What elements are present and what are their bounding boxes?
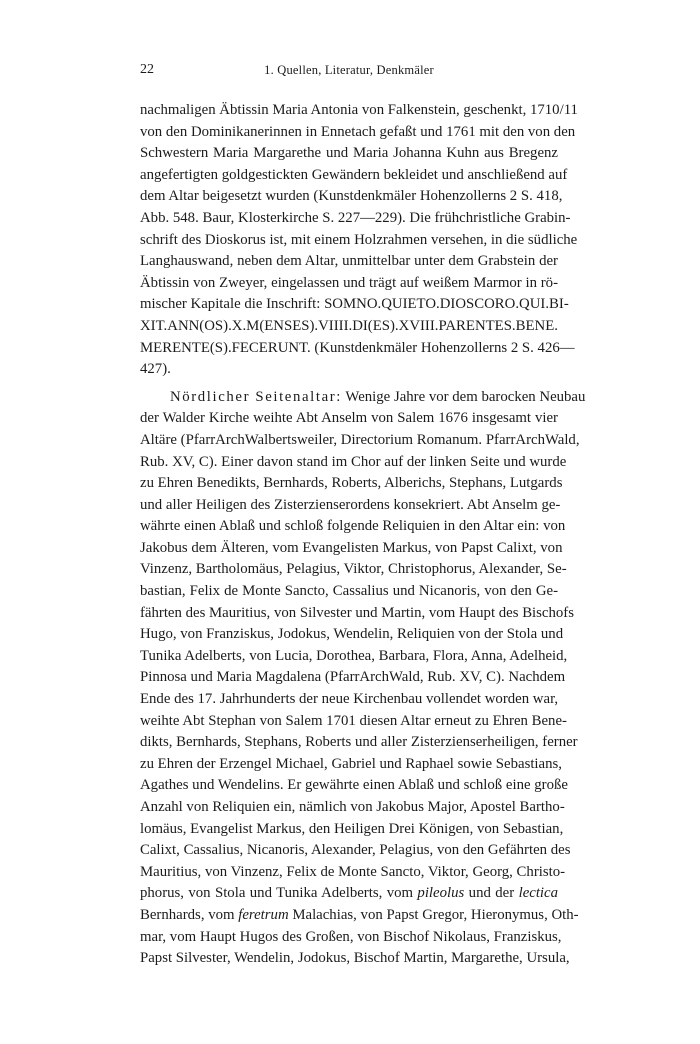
text-line: dikts, Bernhards, Stephans, Roberts und aller Zisterzienserheiligen, ferner (140, 734, 578, 751)
text-line: Abb. 548. Baur, Klosterkirche S. 227—229). Die frühchristliche Grabin- (140, 209, 571, 226)
text-line: Jakobus dem Älteren, vom Evangelisten Markus, von Papst Calixt, von (140, 539, 563, 556)
text-line: Agathes und Wendelins. Er gewährte einen Ablaß und schloß eine große (140, 777, 568, 794)
text-line: Tunika Adelberts, von Lucia, Dorothea, Barbara, Flora, Anna, Adelheid, (140, 647, 568, 664)
text-line: Ende des 17. Jahrhunderts der neue Kirchenbau vollendet worden war, (140, 691, 559, 708)
text-line: MERENTE(S).FECERUNT. (Kunstdenkmäler Hohenzollerns 2 S. 426— (140, 339, 575, 356)
page-number: 22 (140, 62, 154, 77)
body-text (140, 100, 586, 970)
text-line: Papst Silvester, Wendelin, Jodokus, Bischof Martin, Margarethe, Ursula, (140, 950, 570, 967)
paragraph-2 (140, 387, 586, 970)
text-line: Langhauswand, neben dem Altar, unmittelbar unter dem Grabstein der (140, 253, 558, 270)
text-line: mar, vom Haupt Hugos des Großen, von Bischof Nikolaus, Franziskus, (140, 928, 562, 945)
text-segment: und der (464, 885, 519, 902)
text-line: angefertigten goldgestickten Gewändern bekleidet und anschließend auf (140, 166, 568, 183)
text-line (140, 883, 558, 905)
text-line: weihte Abt Stephan von Salem 1701 diesen Altar erneut zu Ehren Bene- (140, 712, 567, 729)
text-line: schrift des Dioskorus ist, mit einem Holzrahmen versehen, in die südliche (140, 231, 578, 248)
italic-term-lectica: lectica (518, 885, 559, 902)
text-line (140, 387, 586, 409)
text-line: Altäre (PfarrArchWalbertsweiler, Directorium Romanum. PfarrArchWald, (140, 431, 580, 448)
italic-term-feretrum: feretrum (238, 906, 289, 923)
text-line: 427). (140, 361, 171, 378)
text-line: Hugo, von Franziskus, Jodokus, Wendelin, Reliquien von der Stola und (140, 626, 564, 643)
text-line: und aller Heiligen des Zisterzienserordens konsekriert. Abt Anselm ge- (140, 496, 561, 513)
text-line: nachmaligen Äbtissin Maria Antonia von Falkenstein, geschenkt, 1710/11 (140, 102, 578, 118)
text-segment: phorus, von Stola und Tunika Adelberts, vom (140, 885, 418, 902)
text-segment: Bernhards, vom (140, 906, 239, 923)
text-line: Äbtissin von Zweyer, eingelassen und trägt auf weißem Marmor in rö- (140, 274, 558, 291)
text-line: dem Altar beigesetzt wurden (Kunstdenkmäler Hohenzollerns 2 S. 418, (140, 188, 563, 205)
page-header (140, 62, 558, 82)
text-line: mischer Kapitale die Inschrift: SOMNO.QUIETO.DIOSCORO.QUI.BI- (140, 296, 569, 313)
text-line: fährten des Mauritius, von Silvester und Martin, vom Haupt des Bischofs (140, 604, 574, 621)
text-line: der Walder Kirche weihte Abt Anselm von Salem 1676 insgesamt vier (140, 410, 558, 427)
text-line: bastian, Felix de Monte Sancto, Cassalius und Nicanoris, von den Ge- (140, 583, 558, 600)
text-line: Pinnosa und Maria Magdalena (PfarrArchWald, Rub. XV, C). Nachdem (140, 669, 566, 686)
text-line (140, 905, 579, 927)
text-line: Vinzenz, Bartholomäus, Pelagius, Viktor, Christophorus, Alexander, Se- (140, 561, 567, 578)
text-line: Anzahl von Reliquien ein, nämlich von Jakobus Major, Apostel Bartho- (140, 799, 565, 815)
text-segment: Malachias, von Papst Gregor, Hieronymus, Oth- (288, 906, 579, 923)
paragraph-1 (140, 100, 578, 381)
section-heading: Nördlicher Seitenaltar: (170, 388, 342, 405)
running-head: 1. Quellen, Literatur, Denkmäler (264, 63, 434, 77)
text-line: Calixt, Cassalius, Nicanoris, Alexander, Pelagius, von den Gefährten des (140, 842, 571, 859)
text-line: XIT.ANN(OS).X.M(ENSES).VIIII.DI(ES).XVIII.PARENTES.BENE. (140, 317, 558, 334)
text-line: zu Ehren Benedikts, Bernhards, Roberts, Alberichs, Stephans, Lutgards (140, 475, 563, 492)
text-line: Schwestern Maria Margarethe und Maria Johanna Kuhn aus Bregenz (140, 145, 558, 162)
text-line: lomäus, Evangelist Markus, den Heiligen Drei Königen, von Sebastian, (140, 820, 564, 837)
italic-term-pileolus: pileolus (417, 885, 465, 902)
text-line: Mauritius, von Vinzenz, Felix de Monte Sancto, Viktor, Georg, Christo- (140, 863, 566, 880)
text-line: Rub. XV, C). Einer davon stand im Chor auf der linken Seite und wurde (140, 453, 567, 470)
heading-continuation: Wenige Jahre vor dem barocken Neubau (345, 388, 586, 405)
text-line: von den Dominikanerinnen in Ennetach gefaßt und 1761 mit den von den (140, 123, 576, 140)
text-line: zu Ehren der Erzengel Michael, Gabriel und Raphael sowie Sebastians, (140, 755, 562, 772)
text-line: währte einen Ablaß und schloß folgende Reliquien in den Altar ein: von (140, 518, 566, 535)
